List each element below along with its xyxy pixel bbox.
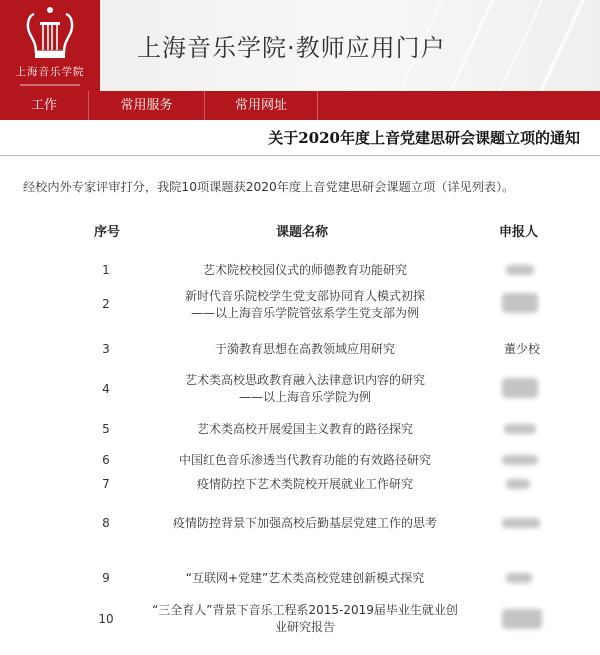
row-number: 10 [98,612,114,626]
header-banner [0,0,600,91]
row-title-line-2: 业研究报告 [274,620,335,634]
intro-paragraph: 经校内外专家评审打分，我院10项课题获2020年度上音党建思研会课题立项（详见列表）。 [23,180,515,194]
row-title: 疫情防控下艺术类院校开展就业工作研究 [196,477,413,491]
redacted-applicant [506,479,530,489]
logo-text: 上海音乐学院 [15,66,85,78]
row-title-line-1: “三全育人”背景下音乐工程系2015-2019届毕业生就业创 [152,603,458,617]
redacted-applicant [502,518,540,528]
redacted-applicant [506,265,534,275]
row-title-line-2: ——以上海音乐学院为例 [238,390,371,404]
doc-title-row [0,120,600,156]
page-title: 关于2020年度上音党建思研会课题立项的通知 [268,129,580,147]
row-number: 4 [102,382,110,396]
row-title-line-1: 新时代音乐院校学生党支部协同育人模式初探 [184,289,425,303]
site-title: 上海音乐学院·教师应用门户 [137,34,446,62]
row-title-line-2: ——以上海音乐学院管弦系学生党支部为例 [190,306,419,320]
row-title-line-1: 艺术类高校思政教育融入法律意识内容的研究 [184,373,425,387]
main-navbar [0,91,600,120]
column-header-number: 序号 [94,225,121,240]
row-title: 中国红色音乐渗透当代教育功能的有效路径研究 [178,453,431,467]
row-applicant: 董少校 [503,342,540,356]
column-header-applicant: 申报人 [499,225,539,240]
nav-item-services[interactable]: 常用服务 [89,91,205,120]
row-number: 1 [102,263,110,277]
row-title: 于漪教育思想在高教领域应用研究 [214,342,395,356]
nav-item-links[interactable]: 常用网址 [205,91,318,120]
redacted-applicant [502,378,538,398]
school-logo[interactable] [0,0,100,91]
redacted-applicant [502,293,538,313]
nav-item-work[interactable]: 工作 [0,91,89,120]
redacted-applicant [502,455,538,465]
row-number: 7 [102,477,110,491]
row-title: 艺术院校校园仪式的师德教育功能研究 [202,263,407,277]
redacted-applicant [504,424,536,434]
row-number: 9 [102,571,110,585]
row-number: 3 [102,342,110,356]
row-title: 艺术类高校开展爱国主义教育的路径探究 [196,422,413,436]
redacted-applicant [506,573,532,583]
row-number: 6 [102,453,110,467]
redacted-applicant [502,609,542,629]
row-number: 2 [102,297,110,311]
row-number: 5 [102,422,110,436]
column-header-title: 课题名称 [276,225,329,240]
row-title: 疫情防控背景下加强高校后勤基层党建工作的思考 [172,516,437,530]
row-title: “互联网+党建”艺术类高校党建创新模式探究 [185,571,425,585]
row-number: 8 [102,516,110,530]
